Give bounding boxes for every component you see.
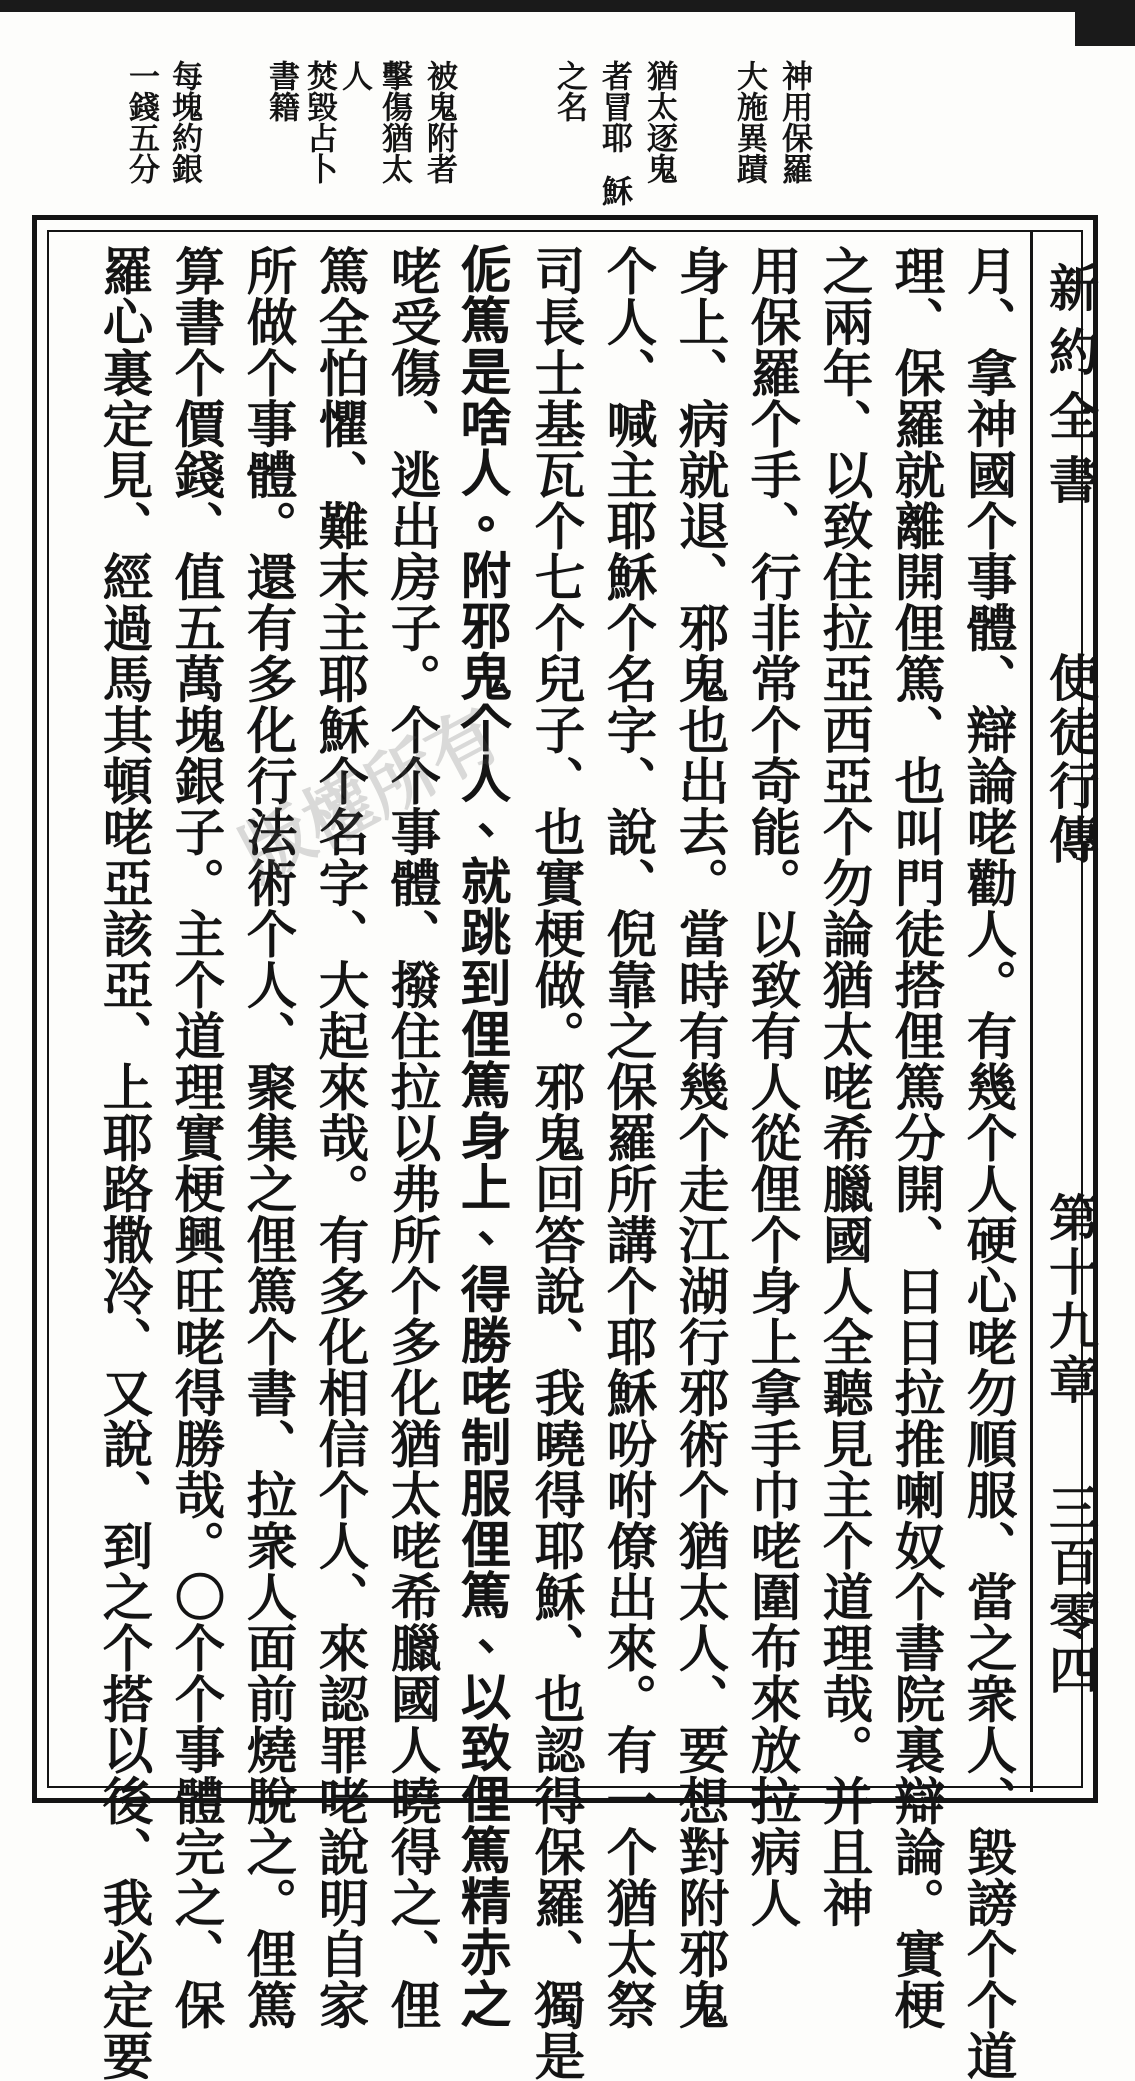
margin-note-line: 書籍: [263, 60, 299, 122]
text-column: 篤全怕懼、難末主耶穌个名字、大起來哉。有多化相信个人、來認罪咾說明自家: [311, 245, 370, 2030]
margin-notes: [0, 60, 1135, 230]
text-column: 所做个事體。還有多化行法術个人、聚集之俚篤个書、拉衆人面前燒脫之。俚篤: [239, 245, 298, 2030]
margin-note-line: 者冒耶: [596, 60, 632, 153]
margin-note-line: 被鬼附者: [421, 60, 457, 184]
text-column: 之兩年、以致住拉亞西亞个勿論猶太咾希臘國人全聽見主个道理哉。并且神: [815, 245, 874, 1928]
text-column: 司長士基瓦个七个兒子、也實梗做。邪鬼回答說、我曉得耶穌、也認得保羅、獨是: [527, 245, 586, 2081]
margin-note-line: 一錢五分: [123, 60, 159, 184]
text-column: 月、拿神國个事體、辯論咾勸人。有幾个人硬心咾勿順服、當之衆人、毀謗个个道: [959, 245, 1018, 2081]
margin-note-line: 擊傷猶太: [376, 60, 412, 184]
text-column: 𠈁篤是啥人。附邪鬼个人、就跳到俚篤身上、得勝咾制服俚篤、以致俚篤精赤之: [455, 245, 514, 2030]
header-divider: [1030, 232, 1033, 1792]
scan-edge: [0, 0, 1135, 12]
text-column: 用保羅个手、行非常个奇能。以致有人從俚个身上拿手巾咾圍布來放拉病人: [743, 245, 802, 1928]
margin-note-line: 大施異蹟: [731, 60, 767, 184]
margin-note-line: 神用保羅: [776, 60, 812, 184]
text-column: 算書个價錢、值五萬塊銀子。主个道理實梗興旺咾得勝哉。〇个个事體完之、保: [167, 245, 226, 2030]
margin-note-line: 焚毀占卜: [301, 60, 337, 184]
margin-note-line: 人: [336, 60, 372, 91]
book-name: 使徒行傳: [1041, 652, 1100, 868]
text-column: 羅心裏定見、經過馬其頓咾亞該亞、上耶路撒冷、又說、到之个搭以後、我必定要: [95, 245, 154, 2081]
margin-note-line: 之名: [551, 60, 587, 122]
text-column: 咾受傷、逃出房子。个个事體、撥住拉以弗所个多化猶太咾希臘國人曉得之、俚: [383, 245, 442, 2030]
text-column: 理、保羅就離開俚篤、也叫門徒搭俚篤分開、日日拉推喇奴个書院裏辯論。實梗: [887, 245, 946, 2030]
margin-note-line: 穌: [596, 175, 632, 206]
running-header: [1042, 232, 1100, 1792]
watermark-text: 版權所有: [226, 691, 514, 897]
body-text: [70, 245, 1025, 2081]
text-column: 个人、喊主耶穌个名字、說、倪靠之保羅所講个耶穌吩咐僚出來。有一个猶太祭: [599, 245, 658, 2030]
page-number: 三百零四: [1041, 1482, 1100, 1698]
chapter-label: 第十九章: [1041, 1192, 1100, 1408]
margin-note-line: 猶太逐鬼: [641, 60, 677, 184]
margin-note-line: 每塊約銀: [166, 60, 202, 184]
text-column: 身上、病就退、邪鬼也出去。當時有幾个走江湖行邪術个猶太人、要想對附邪鬼: [671, 245, 730, 2030]
book-title: 新約全書: [1041, 262, 1100, 518]
